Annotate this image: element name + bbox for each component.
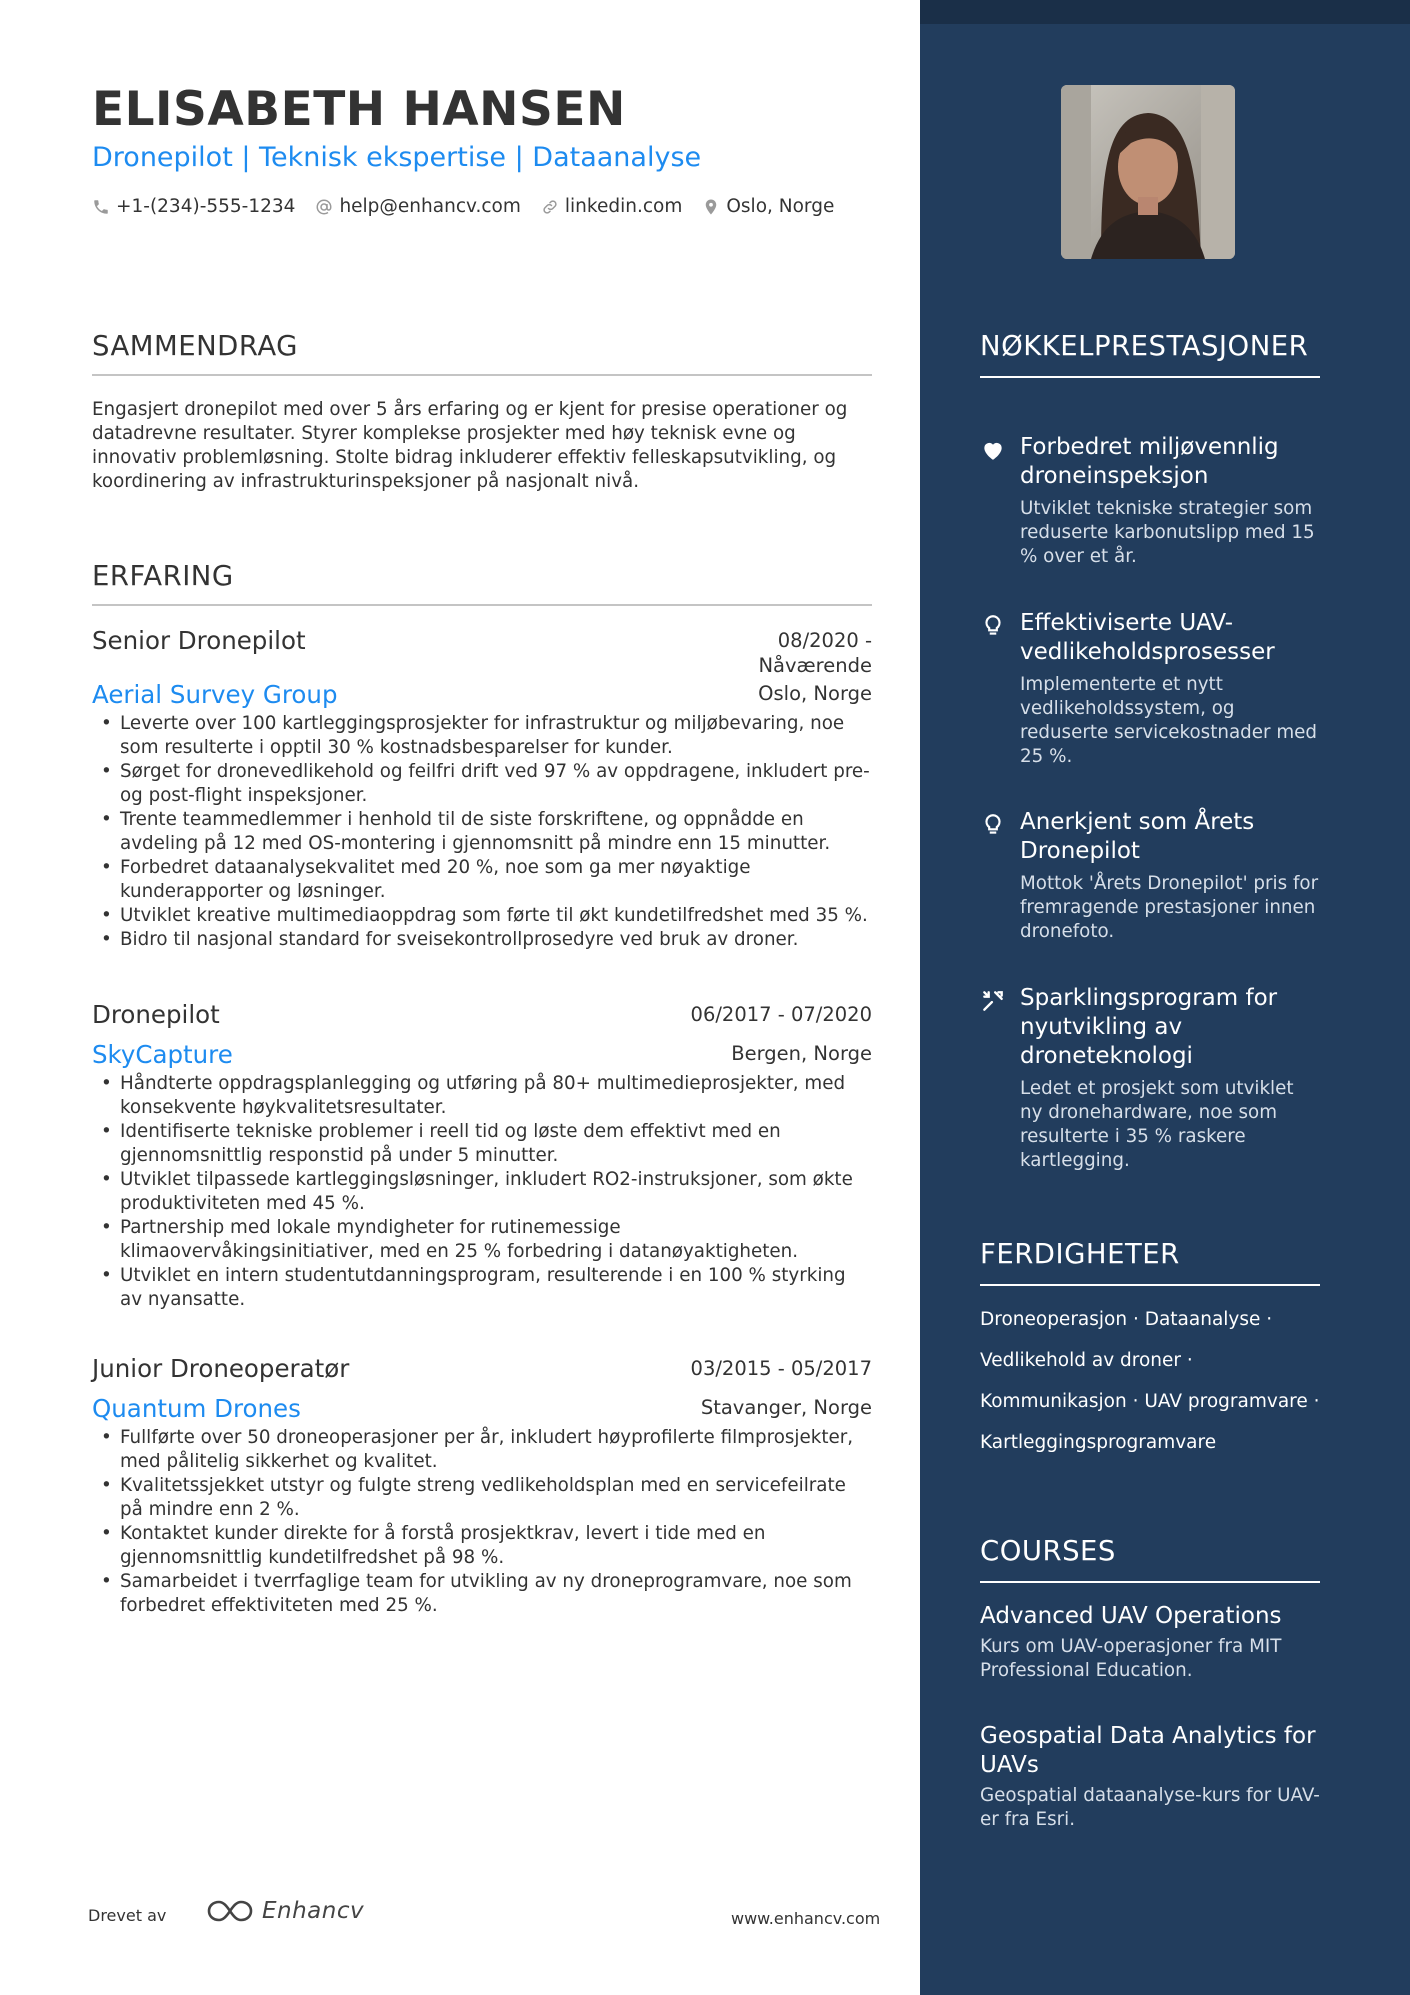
skill-line: Kartleggingsprogramvare xyxy=(980,1432,1217,1453)
job-date: 08/2020 - Nåværende xyxy=(758,629,872,677)
job-company: Aerial Survey Group xyxy=(92,680,338,709)
enhancv-logo-icon xyxy=(206,1898,254,1924)
list-item: • Leverte over 100 kartleggingsprosjekter for infrastruktur og miljøbevaring, noe som resulterte i opptil 30 % kostnadsbesparelser for kunder. xyxy=(120,712,872,760)
course-item xyxy=(980,1722,1320,1832)
courses-heading: COURSES xyxy=(980,1533,1320,1583)
achievement-item xyxy=(980,808,1320,944)
at-icon xyxy=(315,198,333,216)
job-bullets xyxy=(92,712,872,952)
achievement-desc: Utviklet tekniske strategier som reduserte karbonutslipp med 15 % over et år. xyxy=(1020,498,1315,567)
job-date: 06/2017 - 07/2020 xyxy=(690,1003,872,1026)
list-item: • Kontaktet kunder direkte for å forstå prosjektkrav, levert i tide med en gjennomsnittlig kundetilfredshet på 98 %. xyxy=(120,1522,872,1570)
location-pin-icon xyxy=(702,197,720,217)
list-item: • Kvalitetssjekket utstyr og fulgte streng vedlikeholdsplan med en servicefeilrate på mindre enn 2 %. xyxy=(120,1474,872,1522)
achievement-title: Effektiviserte UAV-vedlikeholdsprosesser xyxy=(1020,610,1275,665)
footer-brand-name: Enhancv xyxy=(262,1898,365,1924)
list-item: • Utviklet en intern studentutdanningsprogram, resulterende i en 100 % styrking av nyansatte. xyxy=(120,1264,872,1312)
job-date: 03/2015 - 05/2017 xyxy=(690,1357,872,1380)
sidebar-top-bar xyxy=(920,0,1410,24)
list-item: • Partnership med lokale myndigheter for rutinemessige klimaovervåkingsinitiativer, med en 25 % forbedring i datanøyaktigheten. xyxy=(120,1216,872,1264)
list-item: • Identifiserte tekniske problemer i reell tid og løste dem effektivt med en gjennomsnittlig responstid på under 5 minutter. xyxy=(120,1120,872,1168)
list-item: • Forbedret dataanalysekvalitet med 20 %, noe som ga mer nøyaktige kunderapporter og løsninger. xyxy=(120,856,872,904)
list-item: • Utviklet kreative multimediaoppdrag som førte til økt kundetilfredshet med 35 %. xyxy=(120,904,872,928)
job-location: Stavanger, Norge xyxy=(700,1396,872,1419)
footer-url[interactable]: www.enhancv.com xyxy=(731,1909,881,1928)
skill-line: Vedlikehold av droner · xyxy=(980,1350,1193,1371)
skill-line: Kommunikasjon · UAV programvare · xyxy=(980,1391,1320,1412)
heart-icon xyxy=(980,437,1006,463)
summary-text: Engasjert dronepilot med over 5 års erfaring og er kjent for presise operationer og datadrevne resultater. Styrer komplekse prosjekter med høy teknisk evne og innovativ problemløsning. Stolte bidrag inkluderer effektiv felleskapsutvikling, og koordinering av infrastrukturinspeksjoner på nasjonalt nivå. xyxy=(92,399,848,492)
job-location: Oslo, Norge xyxy=(758,682,872,705)
list-item: • Bidro til nasjonal standard for sveisekontrollprosedyre ved bruk av droner. xyxy=(120,928,872,952)
job-title: Senior Dronepilot xyxy=(92,626,306,655)
list-item: • Håndterte oppdragsplanlegging og utføring på 80+ multimedieprosjekter, med konsekvente høykvalitetsresultater. xyxy=(120,1072,872,1120)
list-item: • Sørget for dronevedlikehold og feilfri drift ved 97 % av oppdragene, inkludert pre- og post-flight inspeksjoner. xyxy=(120,760,872,808)
achievement-title: Forbedret miljøvennlig droneinspeksjon xyxy=(1020,434,1279,489)
tools-icon xyxy=(980,988,1006,1014)
job-entry xyxy=(92,626,872,952)
profile-photo xyxy=(1061,85,1235,259)
course-desc: Kurs om UAV-operasjoner fra MIT Professional Education. xyxy=(980,1636,1282,1681)
list-item: • Trente teammedlemmer i henhold til de siste forskriftene, og oppnådde en avdeling på 12 med OS-montering i gjennomsnitt på mindre enn 15 minutter. xyxy=(120,808,872,856)
achievement-item xyxy=(980,984,1320,1173)
link-icon xyxy=(541,198,559,216)
course-title: Geospatial Data Analytics for UAVs xyxy=(980,1723,1316,1778)
achievement-desc: Mottok 'Årets Dronepilot' pris for fremragende prestasjoner innen dronefoto. xyxy=(1020,873,1319,942)
lightbulb-icon xyxy=(980,812,1006,838)
contact-location xyxy=(702,196,834,217)
job-title: Junior Droneoperatør xyxy=(92,1354,350,1383)
contact-email[interactable] xyxy=(315,196,520,217)
course-desc: Geospatial dataanalyse-kurs for UAV-er fra Esri. xyxy=(980,1785,1320,1830)
achievement-item xyxy=(980,609,1320,769)
sidebar xyxy=(920,0,1410,1995)
achievement-title: Sparklingsprogram for nyutvikling av droneteknologi xyxy=(1020,985,1278,1069)
phone-icon xyxy=(92,198,110,216)
job-bullets xyxy=(92,1072,872,1312)
job-company: SkyCapture xyxy=(92,1040,233,1069)
achievement-title: Anerkjent som Årets Dronepilot xyxy=(1020,809,1255,864)
achievement-desc: Implementerte et nytt vedlikeholdssystem, og reduserte servicekostnader med 25 %. xyxy=(1020,674,1317,767)
achievement-item xyxy=(980,433,1320,569)
skills-list xyxy=(980,1299,1330,1463)
course-item xyxy=(980,1602,1320,1683)
course-title: Advanced UAV Operations xyxy=(980,1603,1282,1629)
job-entry xyxy=(92,1000,872,1312)
list-item: • Samarbeidet i tverrfaglige team for utvikling av ny droneprogramvare, noe som forbedret effektiviteten med 25 %. xyxy=(120,1570,872,1618)
summary-heading: SAMMENDRAG xyxy=(92,330,872,376)
email-text: help@enhancv.com xyxy=(339,196,521,217)
phone-text: +1-(234)-555-1234 xyxy=(116,196,296,217)
candidate-name: ELISABETH HANSEN xyxy=(92,82,626,137)
skills-heading: FERDIGHETER xyxy=(980,1236,1320,1286)
linkedin-text: linkedin.com xyxy=(564,196,683,217)
contact-bar xyxy=(92,196,854,217)
location-text: Oslo, Norge xyxy=(726,196,835,217)
achievements-heading: NØKKELPRESTASJONER xyxy=(980,328,1320,378)
skill-line: Droneoperasjon · Dataanalyse · xyxy=(980,1309,1273,1330)
job-bullets xyxy=(92,1426,872,1618)
footer-powered-by: Drevet av xyxy=(88,1906,167,1925)
experience-heading: ERFARING xyxy=(92,560,872,606)
footer-brand-logo[interactable] xyxy=(206,1898,364,1924)
candidate-subtitle: Dronepilot | Teknisk ekspertise | Dataanalyse xyxy=(92,142,702,173)
achievement-desc: Ledet et prosjekt som utviklet ny dronehardware, noe som resulterte i 35 % raskere kartlegging. xyxy=(1020,1078,1294,1171)
job-entry xyxy=(92,1354,872,1618)
job-title: Dronepilot xyxy=(92,1000,220,1029)
contact-linkedin[interactable] xyxy=(541,196,682,217)
list-item: • Fullførte over 50 droneoperasjoner per år, inkludert høyprofilerte filmprosjekter, med pålitelig sikkerhet og kvalitet. xyxy=(120,1426,872,1474)
list-item: • Utviklet tilpassede kartleggingsløsninger, inkludert RO2-instruksjoner, som økte produktiviteten med 45 %. xyxy=(120,1168,872,1216)
job-location: Bergen, Norge xyxy=(731,1042,872,1065)
contact-phone xyxy=(92,196,295,217)
job-company: Quantum Drones xyxy=(92,1394,301,1423)
lightbulb-icon xyxy=(980,613,1006,639)
